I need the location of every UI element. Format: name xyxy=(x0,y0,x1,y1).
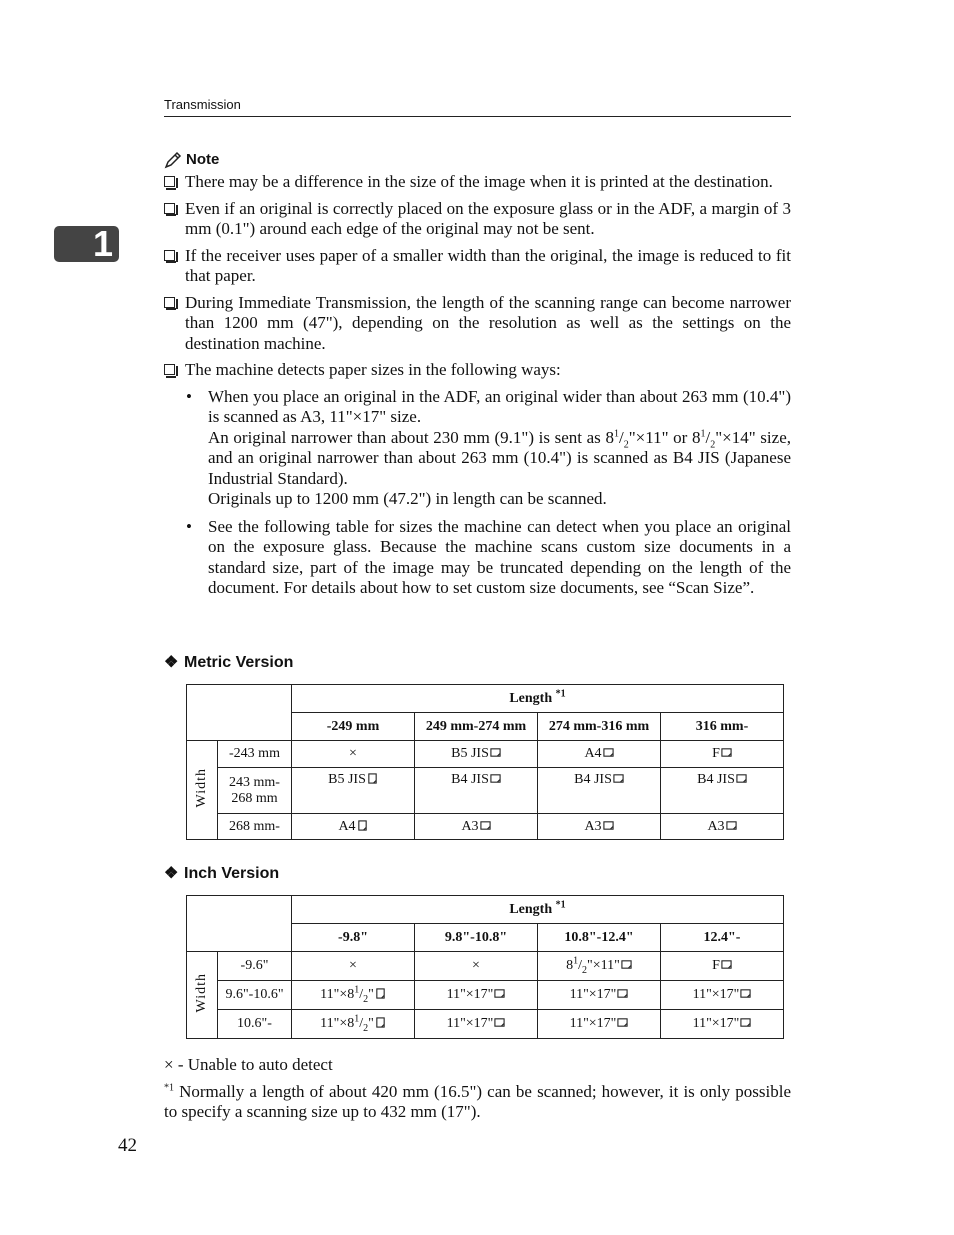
landscape-paper-icon xyxy=(740,988,751,999)
checkbox-bullet-icon xyxy=(164,176,175,187)
table-cell xyxy=(415,741,538,768)
inch-mark: " xyxy=(368,987,374,1002)
cell-text: B4 JIS xyxy=(574,772,612,787)
cell-text: A3 xyxy=(584,818,602,834)
table-cell xyxy=(538,741,661,768)
cell-text: A3 xyxy=(707,818,725,834)
note-item xyxy=(164,293,791,355)
bullet-line xyxy=(208,428,791,490)
footnote-mark: *1 xyxy=(164,1081,174,1093)
footnote-mark: *1 xyxy=(555,687,566,699)
column-header: 274 mm-316 mm xyxy=(538,713,661,741)
note-item-text: There may be a difference in the size of the image when it is printed at the destination. xyxy=(185,172,773,191)
row-header: 268 mm- xyxy=(218,814,292,840)
landscape-paper-icon xyxy=(721,747,732,758)
landscape-paper-icon xyxy=(613,773,624,784)
landscape-paper-icon xyxy=(603,820,614,831)
row-header-line: 268 mm xyxy=(231,790,278,806)
inch-mark: " xyxy=(587,958,593,973)
row-header xyxy=(218,768,292,814)
note-item xyxy=(164,246,791,287)
table-cell xyxy=(661,814,784,840)
note-item-text: The machine detects paper sizes in the following ways: xyxy=(185,360,561,379)
bullet-fragment: An original narrower than about 230 mm (9.1") is sent as 8 xyxy=(208,427,614,447)
footnote-1 xyxy=(164,1082,791,1123)
fraction-slash: / xyxy=(618,427,624,447)
table-cell xyxy=(538,1010,661,1039)
table-cell xyxy=(292,1010,415,1039)
note-label: Note xyxy=(186,150,220,168)
column-header: 249 mm-274 mm xyxy=(415,713,538,741)
column-header: 316 mm- xyxy=(661,713,784,741)
note-item xyxy=(164,360,791,381)
width-axis-cell xyxy=(187,952,218,1039)
table-corner-cell xyxy=(187,896,292,952)
cell-text: B5 JIS xyxy=(451,746,489,761)
bullet-list xyxy=(186,387,791,599)
table-cell xyxy=(292,768,415,814)
landscape-paper-icon xyxy=(726,820,737,831)
length-label: Length xyxy=(509,901,553,917)
bullet-fragment: "×14" size, and an original narrower than about 263 mm (10.4") is scanned as B4 JIS (Japanese Industrial Standard). xyxy=(208,427,791,488)
inch-mark: " xyxy=(368,1016,374,1031)
fraction-denominator: 2 xyxy=(363,1022,369,1034)
bullet-text: See the following table for sizes the machine can detect when you place an original on the exposure glass. Because the machine scans custom size documents in a standard size, part of the image may be truncated depending on the length of the document. For details about how to set custom size documents, see “Scan Size”. xyxy=(208,516,791,597)
note-section xyxy=(164,148,791,606)
cell-text: 11"×17" xyxy=(569,987,617,1002)
column-header: -249 mm xyxy=(292,713,415,741)
row-header: -9.6" xyxy=(218,952,292,981)
note-item xyxy=(164,172,791,193)
checkbox-bullet-icon xyxy=(164,297,175,308)
width-label: Width xyxy=(194,767,209,808)
page-number: 42 xyxy=(118,1135,137,1156)
table-cell xyxy=(415,768,538,814)
cell-text: 11"×8 xyxy=(320,1016,355,1031)
checkbox-bullet-icon xyxy=(164,364,175,375)
inch-size-table xyxy=(186,895,784,1039)
diamond-icon: ❖ xyxy=(164,865,179,882)
fraction-numerator: 1 xyxy=(573,955,579,967)
metric-version-heading xyxy=(164,652,293,672)
landscape-paper-icon xyxy=(621,959,632,970)
cell-text: A4 xyxy=(584,746,602,761)
length-label: Length xyxy=(509,690,553,706)
running-header xyxy=(164,96,791,117)
table-cell xyxy=(538,768,661,814)
cell-text: F xyxy=(712,958,720,973)
table-cell xyxy=(415,981,538,1010)
column-header: 9.8"-10.8" xyxy=(415,924,538,952)
landscape-paper-icon xyxy=(617,988,628,999)
header-section-title: Transmission xyxy=(164,97,241,112)
length-header xyxy=(292,685,784,713)
table-cell xyxy=(661,1010,784,1039)
diamond-icon: ❖ xyxy=(164,654,179,671)
footnote-mark: *1 xyxy=(555,898,566,910)
row-header-line: 243 mm- xyxy=(229,774,280,790)
cell-text: 11"×17" xyxy=(692,987,740,1002)
landscape-paper-icon xyxy=(603,747,614,758)
table-cell xyxy=(538,814,661,840)
checkbox-bullet-icon xyxy=(164,203,175,214)
table-cell xyxy=(292,814,415,840)
table-cell xyxy=(538,952,661,981)
checkbox-bullet-icon xyxy=(164,250,175,261)
bullet-fragment: "×11" or 8 xyxy=(628,427,701,447)
portrait-paper-icon xyxy=(375,988,386,999)
landscape-paper-icon xyxy=(494,1017,505,1028)
note-heading xyxy=(164,148,791,172)
note-item-text: If the receiver uses paper of a smaller width than the original, the image is reduced to fit that paper. xyxy=(185,245,791,285)
cell-text: ×11" xyxy=(592,958,620,973)
landscape-paper-icon xyxy=(480,820,491,831)
cell-text: B4 JIS xyxy=(451,772,489,787)
chapter-number: 1 xyxy=(92,223,113,264)
table-cell xyxy=(292,981,415,1010)
cell-text: A3 xyxy=(461,818,479,834)
column-header: 10.8"-12.4" xyxy=(538,924,661,952)
table-cell xyxy=(661,952,784,981)
landscape-paper-icon xyxy=(740,1017,751,1028)
metric-size-table xyxy=(186,684,784,840)
fraction-denominator: 2 xyxy=(623,438,629,450)
section-title: Inch Version xyxy=(184,865,280,882)
inch-version-heading xyxy=(164,863,279,883)
landscape-paper-icon xyxy=(736,773,747,784)
table-corner-cell xyxy=(187,685,292,741)
table-cell: × xyxy=(292,741,415,768)
cell-text: 11"×8 xyxy=(320,987,355,1002)
note-item-text: During Immediate Transmission, the length of the scanning range can become narrower than 1200 mm (47"), depending on the resolution as well as the settings on the destination machine. xyxy=(185,292,791,353)
length-header xyxy=(292,896,784,924)
table-cell xyxy=(538,981,661,1010)
footnotes xyxy=(164,1055,791,1123)
fraction-numerator: 1 xyxy=(354,984,360,996)
note-item-text: Even if an original is correctly placed on the exposure glass or in the ADF, a margin of 3 mm (0.1") around each edge of the original may not be sent. xyxy=(185,198,791,238)
table-cell xyxy=(661,768,784,814)
table-cell xyxy=(415,814,538,840)
fraction-denominator: 2 xyxy=(363,993,369,1005)
cell-text: B5 JIS xyxy=(328,772,366,787)
fraction-numerator: 1 xyxy=(354,1013,360,1025)
fraction-slash: / xyxy=(578,958,583,973)
column-header: -9.8" xyxy=(292,924,415,952)
bullet-text xyxy=(208,387,791,510)
cell-text: F xyxy=(712,746,720,761)
row-header: 10.6"- xyxy=(218,1010,292,1039)
section-title: Metric Version xyxy=(184,654,294,671)
table-cell: × xyxy=(292,952,415,981)
bullet-line: When you place an original in the ADF, an original wider than about 263 mm (10.4") is scanned as A3, 11"×17" size. xyxy=(208,386,791,426)
fraction-numerator: 1 xyxy=(613,427,619,439)
fraction-slash: / xyxy=(705,427,711,447)
note-item xyxy=(164,199,791,240)
legend-unable: × - Unable to auto detect xyxy=(164,1055,333,1074)
bullet-dot-icon: • xyxy=(186,386,192,406)
row-header: -243 mm xyxy=(218,741,292,768)
landscape-paper-icon xyxy=(490,773,501,784)
portrait-paper-icon xyxy=(357,820,368,831)
fraction-denominator: 2 xyxy=(710,438,716,450)
bullet-dot-icon: • xyxy=(186,516,192,536)
cell-text: B4 JIS xyxy=(697,772,735,787)
cell-text: A4 xyxy=(338,818,356,834)
table-cell: × xyxy=(415,952,538,981)
landscape-paper-icon xyxy=(721,959,732,970)
cell-text: 8 xyxy=(566,958,574,973)
column-header: 12.4"- xyxy=(661,924,784,952)
width-axis-cell xyxy=(187,741,218,840)
landscape-paper-icon xyxy=(490,747,501,758)
bullet-line: Originals up to 1200 mm (47.2") in length can be scanned. xyxy=(208,489,607,508)
width-label: Width xyxy=(194,972,209,1013)
bullet-item xyxy=(186,387,791,510)
cell-text: 11"×17" xyxy=(569,1016,617,1031)
table-cell xyxy=(661,981,784,1010)
table-cell xyxy=(415,1010,538,1039)
cell-text: 11"×17" xyxy=(446,1016,494,1031)
pencil-icon xyxy=(164,151,182,169)
portrait-paper-icon xyxy=(375,1017,386,1028)
landscape-paper-icon xyxy=(617,1017,628,1028)
table-cell xyxy=(661,741,784,768)
fraction-denominator: 2 xyxy=(582,964,588,976)
fraction-numerator: 1 xyxy=(700,427,706,439)
fraction-slash: / xyxy=(359,1016,364,1031)
footnote-text: Normally a length of about 420 mm (16.5") can be scanned; however, it is only possible to specify a scanning size up to 432 mm (17"). xyxy=(164,1081,791,1121)
portrait-paper-icon xyxy=(367,773,378,784)
chapter-tab xyxy=(54,223,119,264)
bullet-item xyxy=(186,517,791,599)
cell-text: 11"×17" xyxy=(446,987,494,1002)
fraction-slash: / xyxy=(359,987,364,1002)
cell-text: 11"×17" xyxy=(692,1016,740,1031)
landscape-paper-icon xyxy=(494,988,505,999)
row-header: 9.6"-10.6" xyxy=(218,981,292,1010)
